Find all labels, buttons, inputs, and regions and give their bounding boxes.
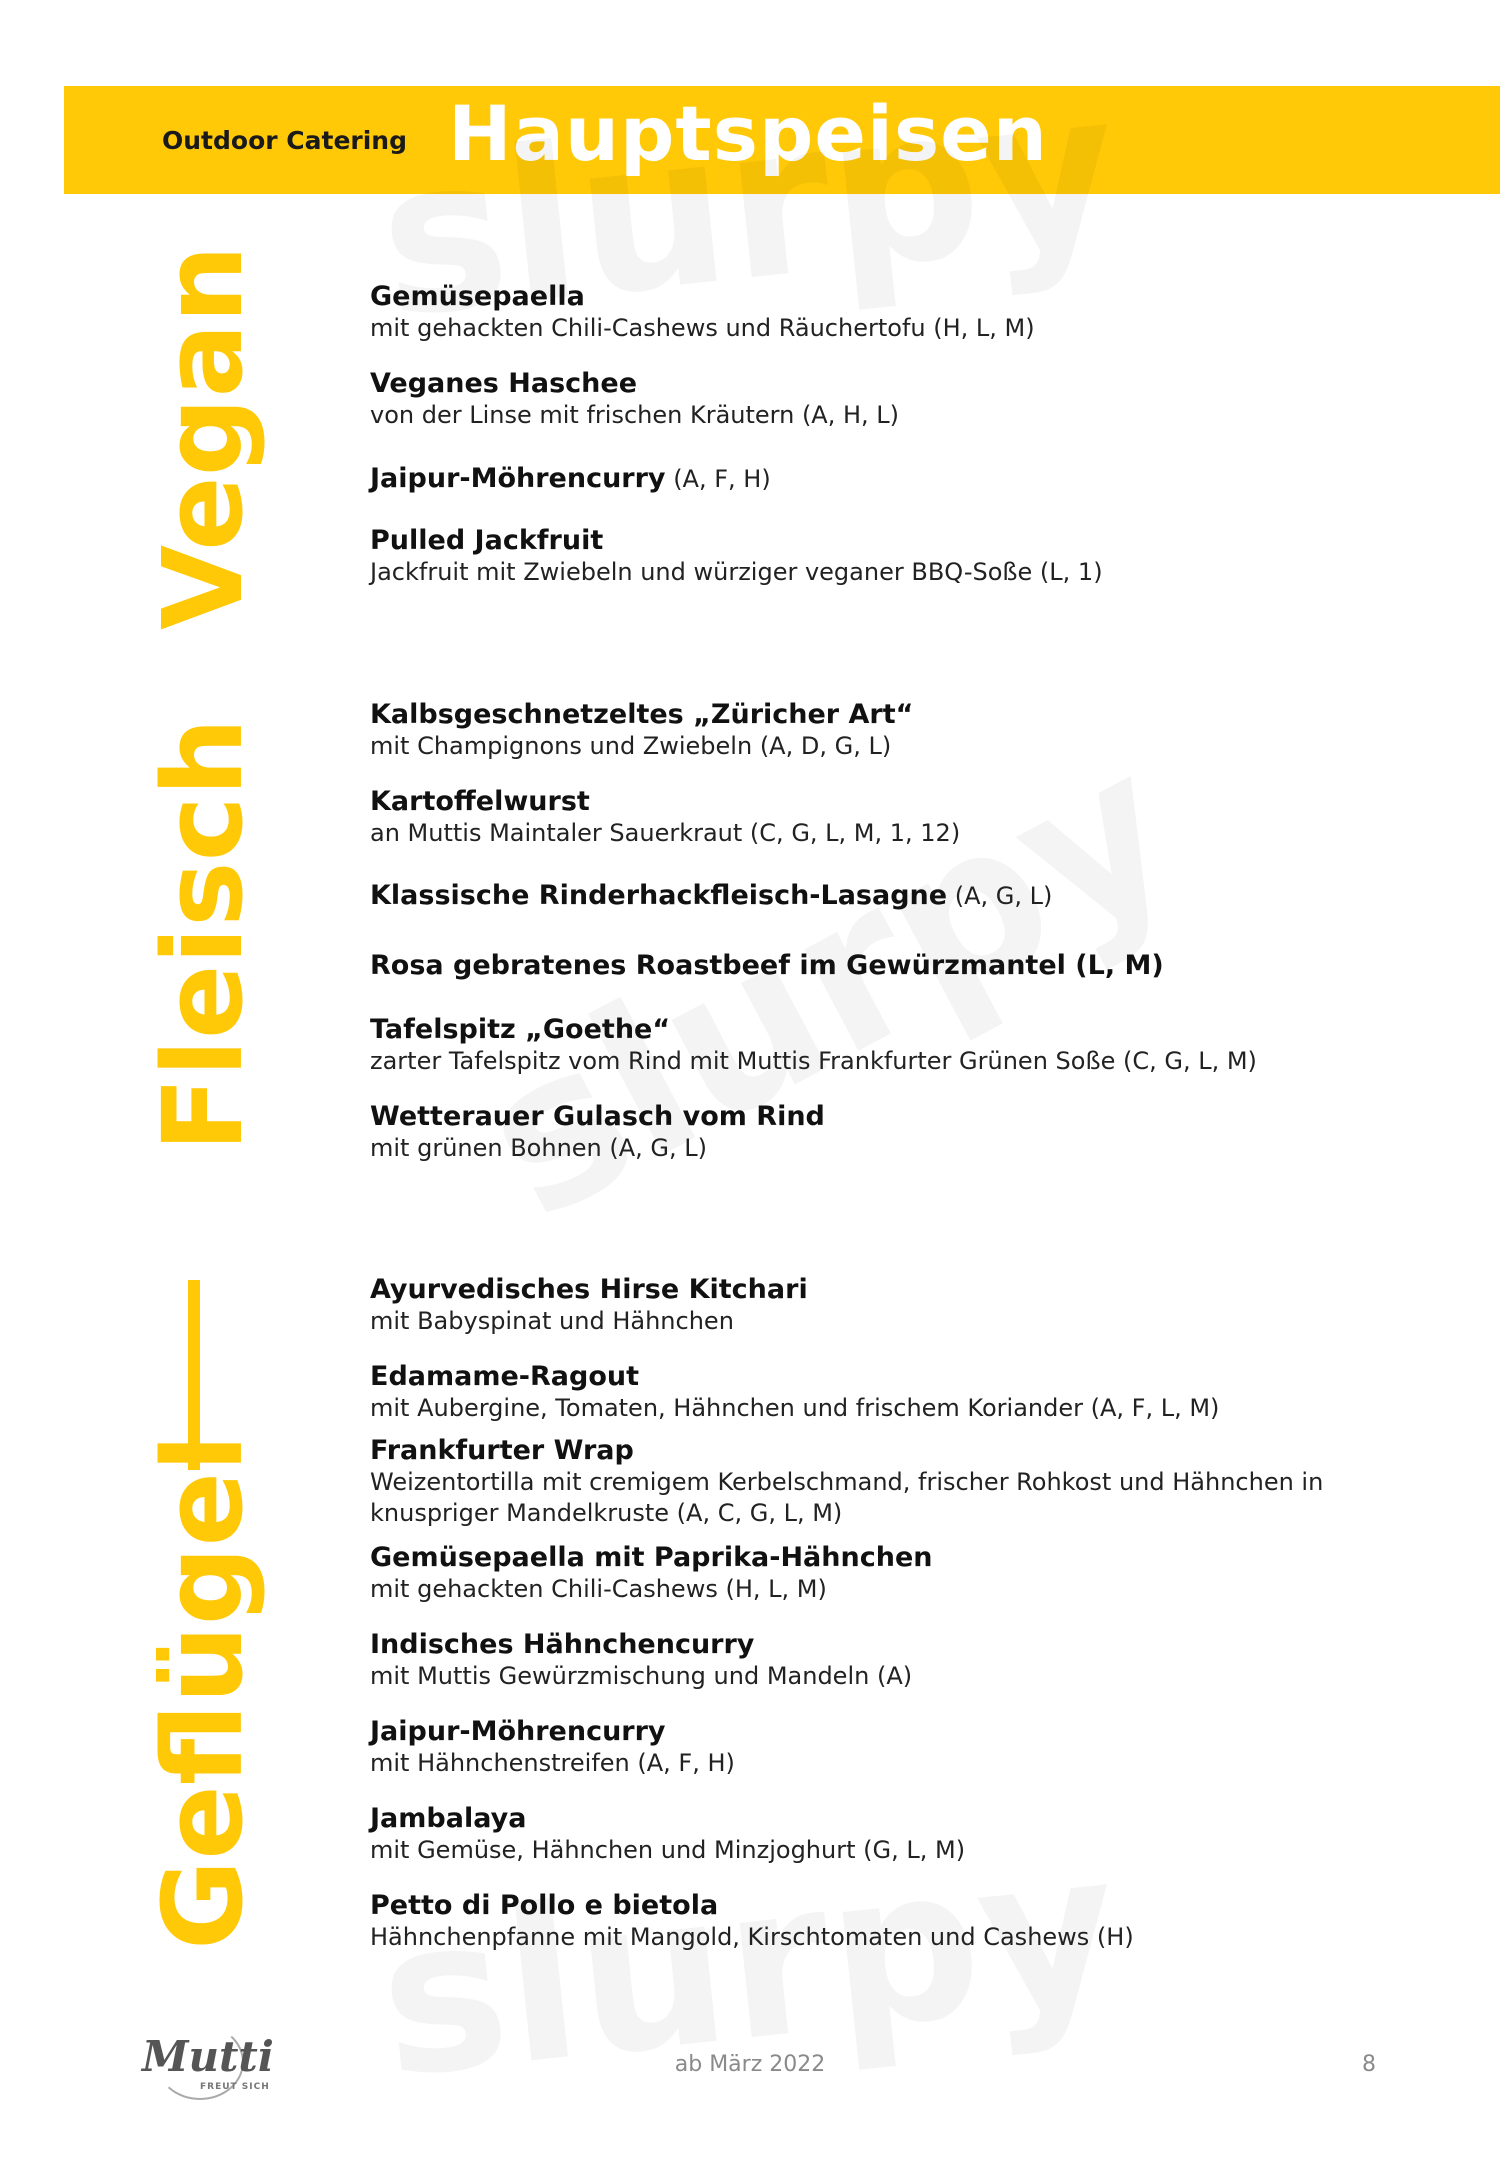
menu-item (370, 950, 1390, 982)
item-name: Klassische Rinderhackfleisch-Lasagne (370, 880, 948, 911)
menu-item (370, 1629, 1390, 1692)
section-label-gefluegel: Geflügel (139, 1434, 267, 1950)
item-name: Tafelspitz „Goethe“ (370, 1014, 671, 1045)
item-name: Ayurvedisches Hirse Kitchari (370, 1274, 808, 1305)
item-description: mit gehackten Chili-Cashews und Räuchertofu (H, L, M) (370, 314, 1035, 342)
page-title: Hauptspeisen (448, 89, 1048, 178)
menu-item (370, 1274, 1390, 1337)
item-name: Frankfurter Wrap (370, 1435, 634, 1466)
menu-item (370, 1014, 1390, 1077)
item-description: mit grünen Bohnen (A, G, L) (370, 1134, 708, 1162)
menu-item (370, 1361, 1390, 1424)
menu-item (370, 699, 1390, 762)
item-description: mit Aubergine, Tomaten, Hähnchen und frischem Koriander (A, F, L, M) (370, 1394, 1220, 1422)
menu-item (370, 1101, 1390, 1164)
menu-item (370, 1435, 1390, 1529)
menu-item (370, 786, 1390, 849)
item-description: Jackfruit mit Zwiebeln und würziger veganer BBQ-Soße (L, 1) (370, 558, 1103, 586)
menu-item (370, 281, 1390, 344)
item-allergens: (A, G, L) (954, 882, 1053, 910)
menu-item (370, 880, 1390, 912)
item-name: Rosa gebratenes Roastbeef im Gewürzmantel (L, M) (370, 950, 1164, 981)
header-subtitle: Outdoor Catering (162, 126, 407, 155)
item-name: Edamame-Ragout (370, 1361, 640, 1392)
logo-text: Mutti (142, 2032, 274, 2081)
item-description: Hähnchenpfanne mit Mangold, Kirschtomaten und Cashews (H) (370, 1923, 1134, 1951)
item-description: an Muttis Maintaler Sauerkraut (C, G, L, M, 1, 12) (370, 819, 961, 847)
menu-item (370, 463, 1390, 495)
menu-item (370, 1803, 1390, 1866)
item-description: mit Hähnchenstreifen (A, F, H) (370, 1749, 735, 1777)
item-description: zarter Tafelspitz vom Rind mit Muttis Frankfurter Grünen Soße (C, G, L, M) (370, 1047, 1257, 1075)
menu-item (370, 1542, 1390, 1605)
item-description: mit Babyspinat und Hähnchen (370, 1307, 734, 1335)
item-name: Kalbsgeschnetzeltes „Züricher Art“ (370, 699, 914, 730)
item-name: Gemüsepaella mit Paprika-Hähnchen (370, 1542, 933, 1573)
item-name: Gemüsepaella (370, 281, 585, 312)
menu-item (370, 525, 1390, 588)
item-name: Indisches Hähnchencurry (370, 1629, 755, 1660)
item-description: mit Muttis Gewürzmischung und Mandeln (A) (370, 1662, 913, 1690)
item-name: Jambalaya (370, 1803, 527, 1834)
item-name: Pulled Jackfruit (370, 525, 604, 556)
item-name: Jaipur-Möhrencurry (370, 1716, 666, 1747)
item-description: Weizentortilla mit cremigem Kerbelschmand, frischer Rohkost und Hähnchen in knuspriger Mandelkruste (A, C, G, L, M) (370, 1468, 1324, 1527)
menu-item (370, 1890, 1390, 1953)
item-description: mit Champignons und Zwiebeln (A, D, G, L) (370, 732, 892, 760)
menu-item (370, 368, 1390, 431)
item-name: Jaipur-Möhrencurry (370, 463, 666, 494)
section-label-vegan: Vegan (139, 245, 267, 630)
footer-date: ab März 2022 (674, 2052, 826, 2077)
page-number: 8 (1362, 2052, 1376, 2077)
item-name: Veganes Haschee (370, 368, 638, 399)
menu-item (370, 1716, 1390, 1779)
logo-subtext: FREUT SICH (200, 2082, 270, 2092)
item-name: Petto di Pollo e bietola (370, 1890, 719, 1921)
item-name: Kartoffelwurst (370, 786, 590, 817)
item-description: mit gehackten Chili-Cashews (H, L, M) (370, 1575, 827, 1603)
section-label-fleisch: Fleisch (139, 717, 267, 1152)
item-description: von der Linse mit frischen Kräutern (A, H, L) (370, 401, 900, 429)
item-description: mit Gemüse, Hähnchen und Minzjoghurt (G, L, M) (370, 1836, 966, 1864)
item-allergens: (A, F, H) (673, 465, 771, 493)
item-name: Wetterauer Gulasch vom Rind (370, 1101, 825, 1132)
